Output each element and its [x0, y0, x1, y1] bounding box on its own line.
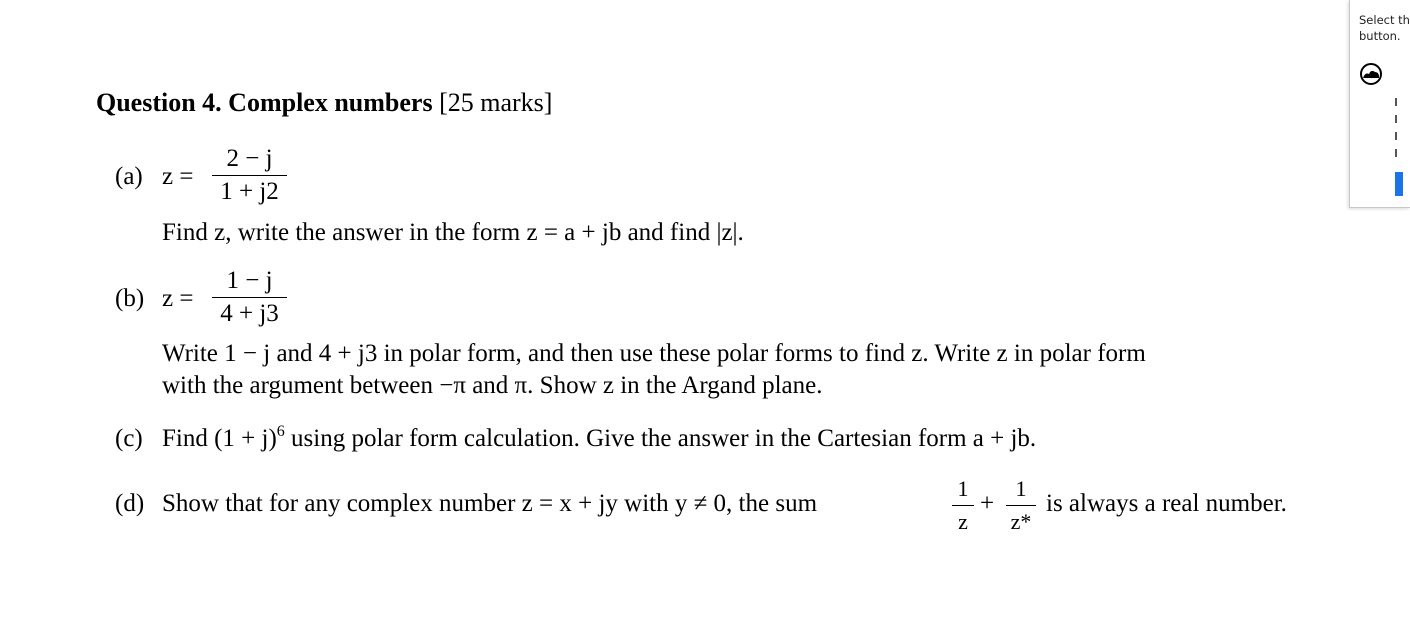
fraction-bar: [212, 175, 287, 176]
question-title-bold: Question 4. Complex numbers: [96, 88, 433, 117]
popup-mark: [1395, 149, 1397, 157]
part-b-numerator: 1 − j: [226, 267, 273, 294]
part-a-text: Find z, write the answer in the form z = a + jb and find |z|.: [162, 219, 744, 246]
popup-primary-button[interactable]: [1395, 172, 1403, 196]
part-b-denominator: 4 + j3: [220, 300, 279, 327]
part-d-text-post: is always a real number.: [1046, 490, 1287, 517]
part-d-frac1-den: z: [958, 509, 968, 534]
part-a-lhs: z =: [162, 163, 194, 190]
side-popup[interactable]: [1349, 0, 1410, 208]
part-d-frac2-den: z*: [1010, 509, 1032, 534]
part-d-fraction-2: [1006, 476, 1036, 535]
popup-mark: [1395, 132, 1397, 140]
part-d-text-pre: Show that for any complex number z = x + jy with y ≠ 0, the sum: [162, 490, 818, 517]
question-marks: [25 marks]: [439, 88, 553, 117]
popup-mark: [1395, 115, 1397, 123]
popup-text-line2: button.: [1359, 29, 1401, 43]
fraction-bar: [212, 297, 287, 298]
part-b-text-line1: Write 1 − j and 4 + j3 in polar form, and then use these polar forms to find z. Write z in polar form: [162, 340, 1146, 367]
part-d-label: (d): [115, 490, 145, 517]
part-d-fraction-1: [952, 476, 974, 535]
fraction-bar: [952, 505, 974, 506]
question-title: [96, 88, 552, 118]
part-b-fraction: [212, 267, 287, 328]
part-a-numerator: 2 − j: [226, 145, 273, 172]
part-c-label: (c): [115, 425, 143, 452]
popup-mark: [1395, 98, 1397, 106]
popup-text-line1: Select th: [1359, 13, 1410, 27]
part-c-exponent: 6: [276, 423, 285, 440]
part-b-text-line2: with the argument between −π and π. Show z in the Argand plane.: [162, 372, 823, 399]
cloud-icon: [1359, 63, 1383, 85]
part-c-text-post: using polar form calculation. Give the answer in the Cartesian form a + jb.: [284, 425, 1037, 452]
part-d-frac1-num: 1: [957, 476, 969, 501]
fraction-bar: [1006, 505, 1036, 506]
part-a-fraction: [212, 145, 287, 206]
part-d-frac2-num: 1: [1015, 476, 1027, 501]
part-a-denominator: 1 + j2: [220, 178, 279, 205]
part-d-plus: +: [980, 490, 995, 517]
part-b-label: (b): [115, 285, 145, 312]
part-c-text-pre: Find (1 + j): [162, 425, 277, 452]
part-a-label: (a): [115, 163, 143, 190]
part-b-lhs: z =: [162, 285, 194, 312]
part-c-text: [162, 425, 1036, 453]
